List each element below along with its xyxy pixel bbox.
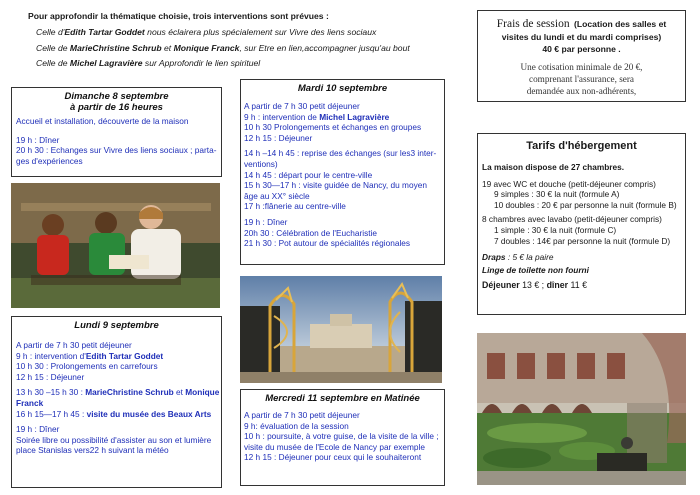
tarifs-box xyxy=(477,133,686,315)
mardi-line: 20h 30 : Célébration de l'Eucharistie xyxy=(244,227,378,238)
tarifs-subtitle: La maison dispose de 27 chambres. xyxy=(482,162,625,172)
frais-title: Frais de session xyxy=(496,18,570,30)
frais-cotisation: Une cotisation minimale de 20 €, xyxy=(520,62,643,72)
mardi-line: 9 h : intervention de Michel Lagravière xyxy=(244,111,390,122)
mardi-title: Mardi 10 septembre xyxy=(297,83,388,94)
dimanche-line: Accueil et installation, découverte de la maison xyxy=(16,116,189,126)
mercredi-box xyxy=(240,389,445,486)
lundi-line: 13 h 30 –15 h 30 : MarieChristine Schrub et Monique xyxy=(16,387,220,398)
frais-cotisation: comprenant l'assurance, sera xyxy=(529,74,634,84)
mardi-line: âge au XX° siècle xyxy=(244,190,310,201)
mercredi-line: 12 h 15 : Déjeuner pour ceux qui le souhaiteront xyxy=(244,452,422,463)
dimanche-subtitle: à partir de 16 heures xyxy=(70,102,163,113)
mercredi-title: Mercredi 11 septembre en Matinée xyxy=(265,393,420,404)
mardi-line: 17 h :flânerie au centre-ville xyxy=(244,201,346,212)
intro xyxy=(24,10,444,69)
lundi-line: 12 h 15 : Déjeuner xyxy=(16,371,85,382)
tarifs-line: 1 simple : 30 € la nuit (formule C) xyxy=(494,224,617,235)
mardi-line: 14 h 45 : départ pour le centre-ville xyxy=(244,169,373,180)
dimanche-line: ges d'expériences xyxy=(16,155,83,166)
mercredi-line: 9 h: évaluation de la session xyxy=(244,420,349,431)
lundi-title: Lundi 9 septembre xyxy=(74,320,159,331)
dimanche-box xyxy=(11,87,222,177)
frais-title-line xyxy=(482,16,681,31)
frais-cotisation: demandée aux non-adhérents, xyxy=(526,86,637,96)
intro-line-2: Celle de MarieChristine Schrub et Monique Franck, sur Etre en lien,accompagner jusqu'au bout xyxy=(36,42,410,53)
intro-line-3: Celle de Michel Lagravière sur Approfondir le lien spirituel xyxy=(36,58,261,69)
lundi-box xyxy=(11,316,222,488)
tarifs-repas: Déjeuner 13 € ; dîner 11 € xyxy=(482,280,587,291)
photo-reading-group xyxy=(11,183,220,308)
frais-paren: (Location des salles et xyxy=(574,19,667,29)
photo-garden-cloister-art xyxy=(477,333,686,485)
mercredi-line: visite du musée de l'Ecole de Nancy par exemple xyxy=(244,441,425,452)
mardi-line: 15 h 30—17 h : visite guidée de Nancy, du moyen xyxy=(244,180,427,191)
frais-price-line: 40 € par personne . xyxy=(542,44,621,54)
mardi-line: A partir de 7 h 30 petit déjeuner xyxy=(244,101,360,111)
lundi-line: 16 h 15—17 h 45 : visite du musée des Beaux Arts xyxy=(16,408,212,419)
frais-box xyxy=(477,10,686,102)
dimanche-title: Dimanche 8 septembre xyxy=(64,91,169,102)
mardi-line: ventions) xyxy=(244,158,278,169)
tarifs-line: 8 chambres avec lavabo (petit-déjeuner compris) xyxy=(482,214,662,225)
dimanche-line: 20 h 30 : Echanges sur Vivre des liens sociaux ; parta- xyxy=(16,145,217,156)
photo-garden-cloister xyxy=(477,333,686,485)
dimanche-line: 19 h : Dîner xyxy=(16,134,60,145)
tarifs-line: 9 simples : 30 € la nuit (formule A) xyxy=(494,189,620,200)
lundi-line: place Stanislas vers22 h suivant la météo xyxy=(16,445,169,456)
lundi-line: 10 h 30 : Prolongements en carrefours xyxy=(16,361,158,372)
tarifs-line: 19 avec WC et douche (petit-déjeuner compris) xyxy=(482,178,656,189)
photo-place-stanislas-art xyxy=(240,276,442,383)
tarifs-title: Tarifs d'hébergement xyxy=(526,140,637,152)
tarifs-line: 7 doubles : 14€ par personne la nuit (formule D) xyxy=(494,235,671,246)
lundi-line: Franck xyxy=(16,397,44,408)
tarifs-draps: Draps : 5 € la paire xyxy=(482,252,554,263)
lundi-line: Soirée libre ou possibilité d'assister au son et lumière xyxy=(16,434,212,445)
mardi-line: 14 h –14 h 45 : reprise des échanges (sur les3 inter- xyxy=(244,148,437,159)
mardi-line: 21 h 30 : Pot autour de spécialités régionales xyxy=(244,238,411,249)
photo-place-stanislas xyxy=(240,276,442,383)
photo-reading-group-art xyxy=(11,183,220,308)
mardi-line: 19 h : Dîner xyxy=(244,216,288,227)
mardi-line: 12 h 15 : Déjeuner xyxy=(244,132,313,143)
lundi-line: 19 h : Dîner xyxy=(16,424,60,435)
intro-heading: Pour approfondir la thématique choisie, trois interventions sont prévues : xyxy=(28,11,329,21)
mardi-box xyxy=(240,79,445,265)
tarifs-linge: Linge de toilette non fourni xyxy=(482,264,589,275)
mercredi-line: 10 h : poursuite, à votre guise, de la visite de la ville ; xyxy=(244,431,439,442)
tarifs-line: 10 doubles : 20 € par personne la nuit (formule B) xyxy=(494,199,677,210)
mercredi-line: A partir de 7 h 30 petit déjeuner xyxy=(244,410,360,420)
lundi-line: 9 h : intervention d'Edith Tartar Goddet xyxy=(16,350,164,361)
mardi-line: 10 h 30 Prolongements et échanges en groupes xyxy=(244,122,422,133)
intro-line-1: Celle d'Edith Tartar Goddet nous éclairera plus spécialement sur Vivre des liens sociaux xyxy=(36,27,377,37)
lundi-line: A partir de 7 h 30 petit déjeuner xyxy=(16,340,132,350)
frais-paren-2: visites du lundi et du mardi comprises) xyxy=(501,32,662,42)
